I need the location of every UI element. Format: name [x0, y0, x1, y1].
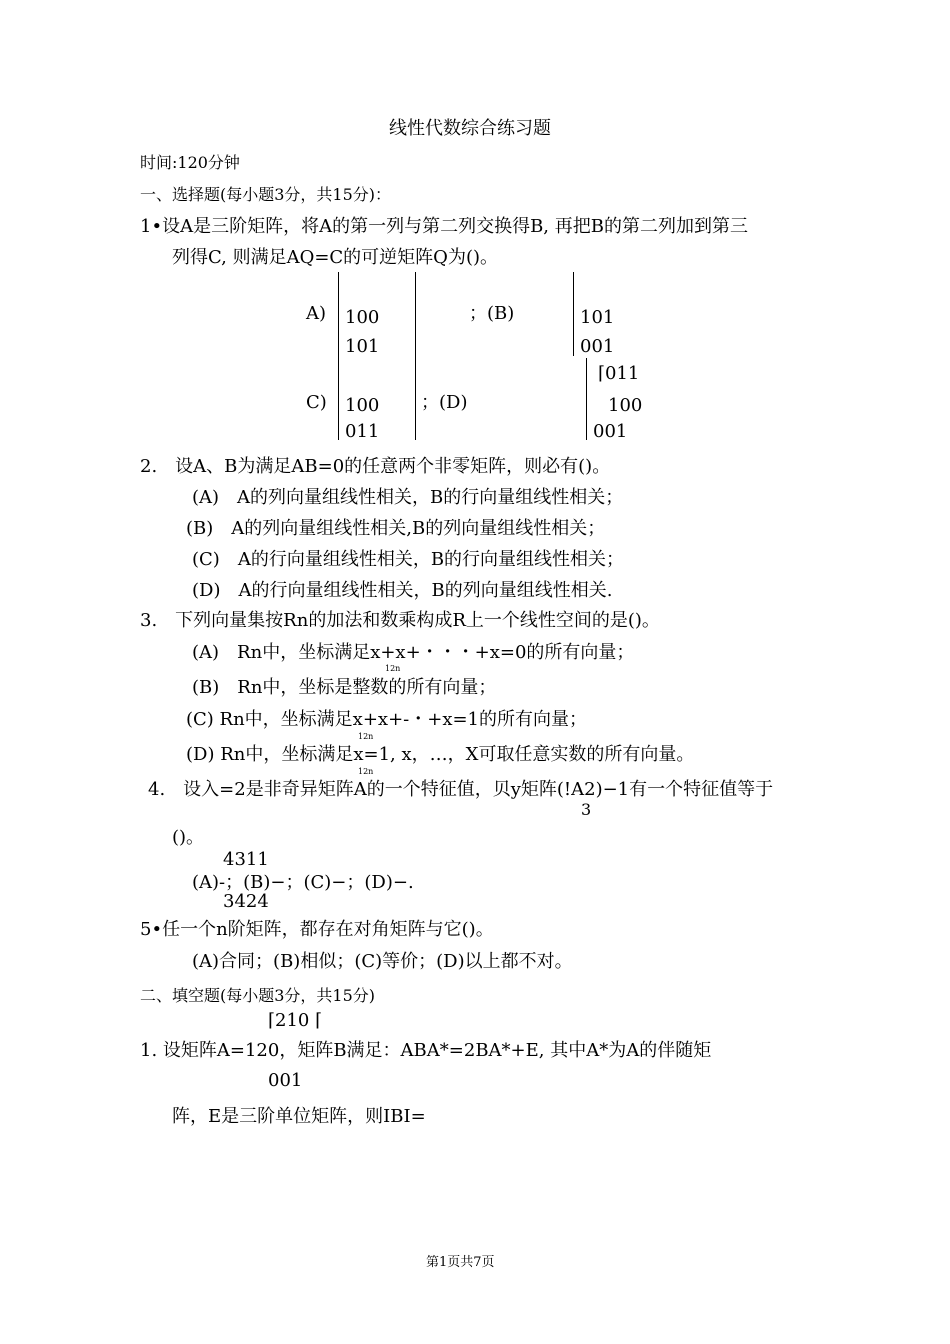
page-title: 线性代数综合练习题: [389, 118, 551, 139]
q4-stem: 4. 设入=2是非奇异矩阵A的一个特征值，贝y矩阵(!A2)−1有一个特征值等于: [148, 779, 774, 800]
q1-option-a-row2: 101: [345, 336, 380, 357]
q3-option-b: (B) Rn中，坐标是整数的所有向量；: [192, 677, 497, 698]
q4-options: (A)-；(B)−；(C)−；(D)−.: [192, 872, 414, 893]
q1-matrix-bracket: [338, 272, 339, 440]
q1-matrix-bracket: [586, 358, 587, 440]
q1-option-a-row1: 100: [345, 307, 380, 328]
f1-matrix-top-row: ⌈210 ⌈: [268, 1010, 323, 1031]
q4-denominators: 3424: [223, 891, 269, 912]
q3-option-a: (A) Rn中，坐标满足x+x+・・・+x=0的所有向量；: [192, 642, 635, 663]
q1-option-d-row0: ⌈011: [598, 363, 640, 384]
q3-option-d-subscript: 12n: [358, 767, 374, 776]
q1-option-b-row2: 001: [580, 336, 615, 357]
q3-option-c-subscript: 12n: [358, 732, 374, 741]
q1-option-d-row2: 001: [593, 421, 628, 442]
q1-option-d-label: ；(D): [421, 392, 468, 413]
q3-option-c: (C) Rn中，坐标满足x+x+-・+x=1的所有向量；: [186, 709, 587, 730]
q1-option-d-row1: 100: [608, 395, 643, 416]
q5-options: (A)合同；(B)相似；(C)等价；(D)以上都不对。: [192, 951, 573, 972]
page-footer: 第1页共7页: [426, 1255, 495, 1270]
q4-stem-subscript: 3: [581, 800, 592, 819]
q3-stem: 3. 下列向量集按Rn的加法和数乘构成R上一个线性空间的是()。: [140, 610, 660, 631]
q2-option-d: (D) A的行向量组线性相关，B的列向量组线性相关.: [192, 580, 613, 601]
exam-time: 时间:120分钟: [140, 153, 240, 172]
q2-option-c: (C) A的行向量组线性相关，B的行向量组线性相关；: [192, 549, 625, 570]
q1-matrix-bracket: [415, 272, 416, 440]
q1-matrix-bracket: [573, 272, 574, 356]
f1-stem: 1. 设矩阵A=120，矩阵B满足：ABA*=2BA*+E, 其中A*为A的伴随矩: [140, 1040, 712, 1061]
q2-option-a: (A) A的列向量组线性相关，B的行向量组线性相关；: [192, 487, 624, 508]
q1-option-a-label: A): [306, 303, 327, 324]
q2-option-b: (B) A的列向量组线性相关,B的列向量组线性相关；: [186, 518, 606, 539]
q3-option-d: (D) Rn中，坐标满足x=1, x，…，X可取任意实数的所有向量。: [186, 744, 695, 765]
q3-option-a-subscript: 12n: [385, 664, 401, 673]
q2-stem: 2. 设A、B为满足AB=0的任意两个非零矩阵，则必有()。: [140, 456, 611, 477]
q1-option-b-label: ；(B): [469, 303, 515, 324]
section-heading-choice: 一、选择题(每小题3分，共15分)：: [140, 185, 392, 204]
q1-option-c-row1: 100: [345, 395, 380, 416]
q4-numerators: 4311: [223, 849, 269, 870]
q4-answer-paren: ()。: [172, 827, 205, 848]
f1-matrix-bottom-row: 001: [268, 1070, 303, 1091]
f1-stem-line2: 阵，E是三阶单位矩阵，则IBI=: [172, 1106, 426, 1127]
q1-stem-line2: 列得C, 则满足AQ=C的可逆矩阵Q为()。: [172, 247, 498, 268]
q1-stem-line1: 1•设A是三阶矩阵，将A的第一列与第二列交换得B, 再把B的第二列加到第三: [140, 216, 748, 237]
q1-option-c-label: C): [306, 392, 327, 413]
q5-stem: 5•任一个n阶矩阵，都存在对角矩阵与它()。: [140, 919, 494, 940]
section-heading-fill: 二、填空题(每小题3分，共15分): [140, 986, 376, 1005]
q1-option-b-row1: 101: [580, 307, 615, 328]
q1-option-c-row2: 011: [345, 421, 380, 442]
